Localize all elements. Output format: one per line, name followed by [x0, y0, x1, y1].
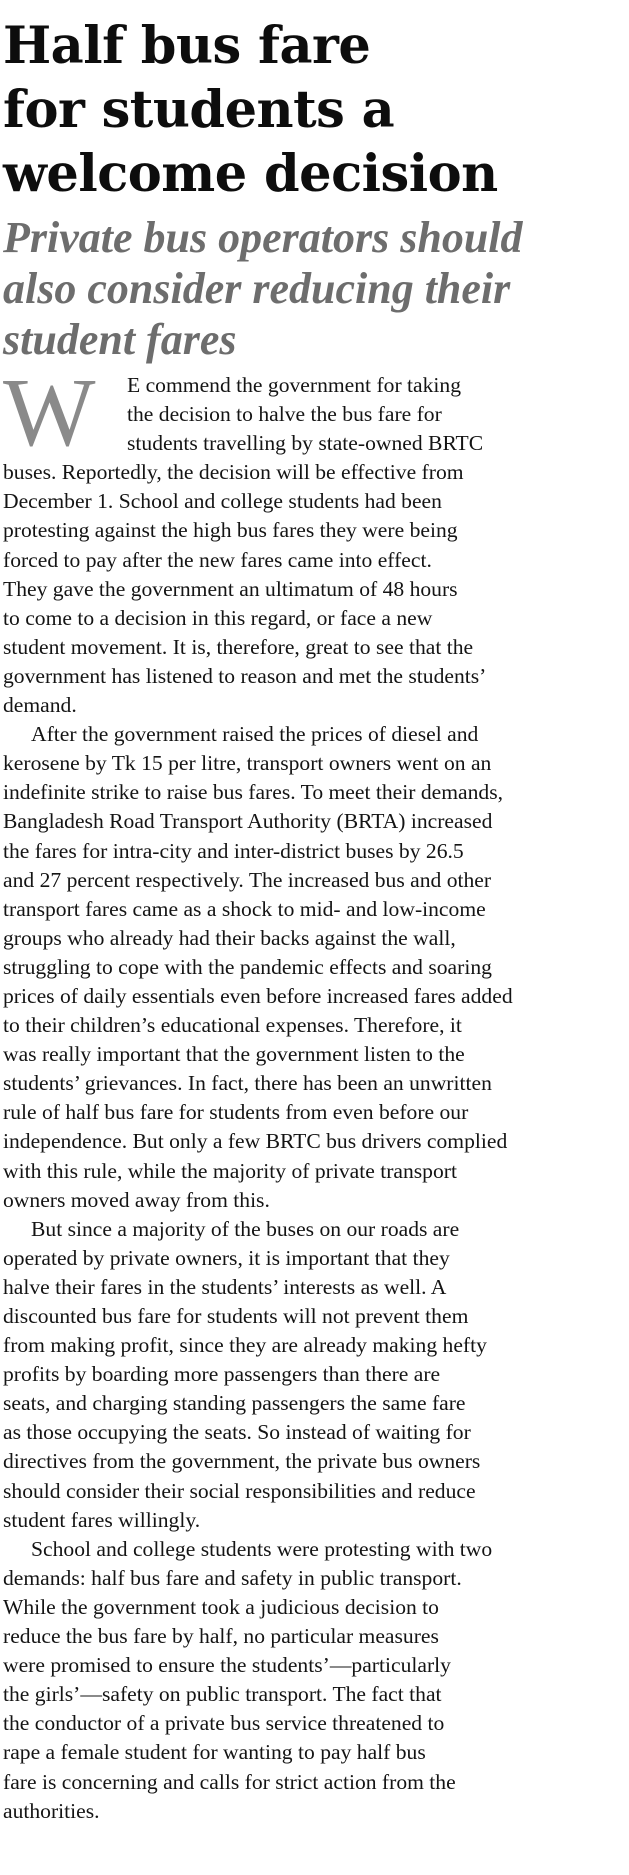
body-line: the girls’—safety on public transport. The fact that — [3, 1682, 442, 1707]
body-line: groups who already had their backs against the wall, — [3, 925, 456, 950]
body-line: seats, and charging standing passengers the same fare — [3, 1391, 466, 1416]
body-line: After the government raised the prices of diesel and — [31, 722, 479, 747]
body-line: profits by boarding more passengers than there are — [3, 1362, 441, 1387]
body-line: Bangladesh Road Transport Authority (BRTA) increased — [3, 809, 493, 834]
body-line: to their children’s educational expenses. Therefore, it — [3, 1013, 462, 1038]
body-line: prices of daily essentials even before increased fares added — [3, 983, 513, 1008]
body-line: E commend the government for taking — [127, 373, 462, 397]
body-line: They gave the government an ultimatum of 48 hours — [3, 576, 458, 601]
subheadline-line: Private bus operators should — [3, 213, 523, 262]
body-line: were promised to ensure the students’—particularly — [3, 1653, 451, 1678]
body-line: rule of half bus fare for students from even before our — [3, 1100, 469, 1125]
body-line: School and college students were protesting with two — [31, 1536, 493, 1561]
body-line: struggling to cope with the pandemic effects and soaring — [3, 954, 492, 979]
headline-line: Half bus fare — [3, 16, 371, 76]
body-line: December 1. School and college students had been — [3, 489, 442, 514]
subheadline-line: student fares — [3, 315, 237, 364]
body-line: the conductor of a private bus service threatened to — [3, 1711, 445, 1736]
body-line: owners moved away from this. — [3, 1187, 270, 1212]
body-line: and 27 percent respectively. The increased bus and other — [3, 867, 492, 892]
body-line: While the government took a judicious decision to — [3, 1594, 439, 1619]
body-line: kerosene by Tk 15 per litre, transport owners went on an — [3, 751, 492, 776]
subheadline — [3, 212, 625, 365]
body-line: But since a majority of the buses on our roads are — [31, 1216, 460, 1241]
body-line: indefinite strike to raise bus fares. To meet their demands, — [3, 780, 503, 805]
body-line: halve their fares in the students’ interests as well. A — [3, 1274, 447, 1299]
body-line: government has listened to reason and met the students’ — [3, 663, 487, 688]
body-line: the decision to halve the bus fare for — [127, 402, 442, 427]
body-line: students travelling by state-owned BRTC — [127, 431, 484, 456]
body-line: authorities. — [3, 1798, 100, 1823]
body-line: rape a female student for wanting to pay half bus — [3, 1740, 426, 1765]
body-line: was really important that the government listen to the — [3, 1042, 465, 1067]
body-line: fare is concerning and calls for strict action from the — [3, 1769, 456, 1794]
body-line: student fares willingly. — [3, 1507, 201, 1532]
body-line: transport fares came as a shock to mid- and low-income — [3, 896, 486, 921]
body-line: independence. But only a few BRTC bus drivers complied — [3, 1129, 508, 1154]
body-line: demand. — [3, 693, 77, 718]
body-line: discounted bus fare for students will not prevent them — [3, 1304, 469, 1328]
body-line: with this rule, while the majority of private transport — [3, 1158, 457, 1183]
subheadline-line: also consider reducing their — [3, 264, 511, 313]
article-body — [3, 359, 625, 1826]
headline — [3, 14, 625, 206]
body-line: the fares for intra-city and inter-district buses by 26.5 — [3, 838, 464, 863]
body-line: from making profit, since they are already making hefty — [3, 1333, 487, 1358]
body-line: student movement. It is, therefore, great to see that the — [3, 634, 474, 659]
paragraph-3 — [3, 1215, 625, 1535]
body-line: directives from the government, the private bus owners — [3, 1449, 481, 1474]
body-line: forced to pay after the new fares came into effect. — [3, 547, 432, 572]
body-line: demands: half bus fare and safety in public transport. — [3, 1565, 462, 1590]
paragraph-2 — [3, 720, 625, 1215]
paragraph-1 — [3, 359, 625, 720]
body-line: operated by private owners, it is important that they — [3, 1245, 450, 1270]
drop-cap: W — [3, 359, 96, 467]
body-line: buses. Reportedly, the decision will be effective from — [3, 460, 464, 485]
body-line: as those occupying the seats. So instead of waiting for — [3, 1420, 471, 1445]
body-line: students’ grievances. In fact, there has been an unwritten — [3, 1071, 492, 1096]
headline-line: welcome decision — [3, 144, 498, 204]
body-line: protesting against the high bus fares they were being — [3, 518, 458, 543]
body-line: to come to a decision in this regard, or face a new — [3, 605, 433, 630]
headline-line: for students a — [3, 80, 395, 140]
body-line: should consider their social responsibilities and reduce — [3, 1478, 476, 1503]
paragraph-4 — [3, 1535, 625, 1826]
body-line: reduce the bus fare by half, no particular measures — [3, 1624, 439, 1649]
